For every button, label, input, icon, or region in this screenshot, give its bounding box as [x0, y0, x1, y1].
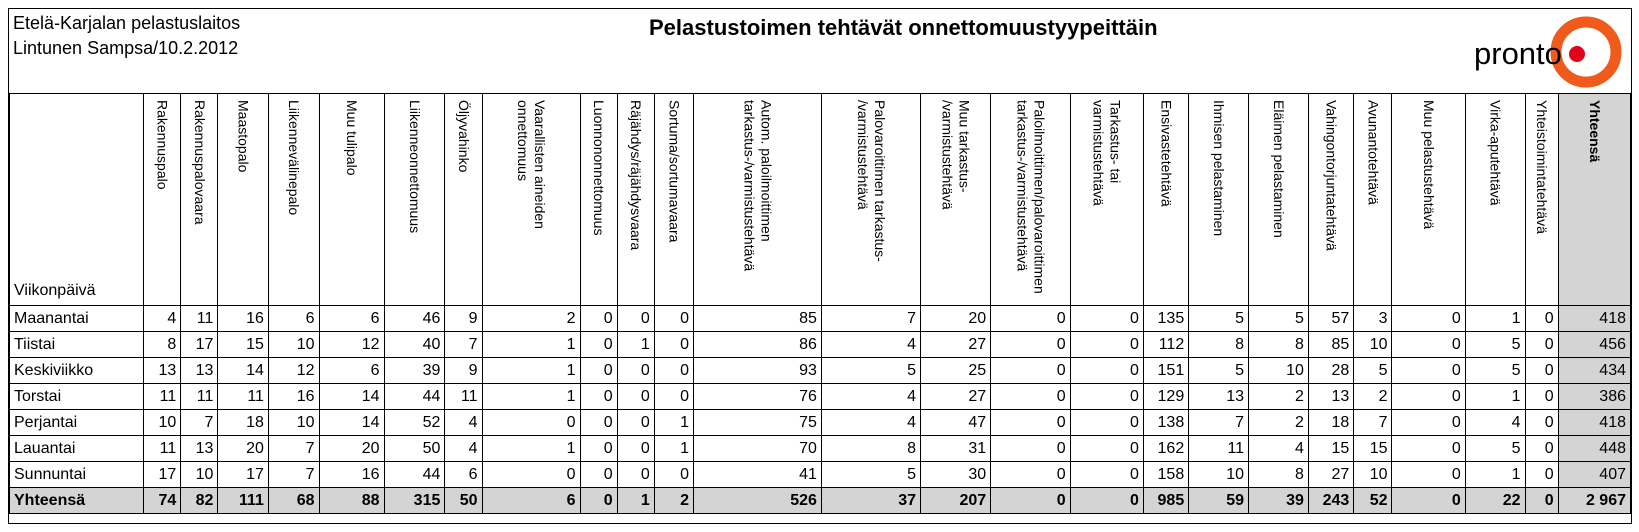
table-row [10, 384, 1631, 410]
pronto-logo [1473, 13, 1623, 91]
sum-value-cell: 0 [991, 488, 1070, 514]
row-total-cell: 418 [1558, 410, 1630, 436]
value-cell: 5 [1249, 306, 1309, 332]
value-cell: 0 [991, 384, 1070, 410]
value-cell: 112 [1143, 332, 1188, 358]
value-cell: 0 [1070, 462, 1143, 488]
column-header-label: Muu tarkastus- /varmistustehtävä [939, 100, 973, 210]
weekday-cell: Perjantai [10, 410, 144, 436]
column-header [1392, 94, 1465, 306]
column-header-label: Sortuma/sortumavaara [666, 100, 683, 243]
sum-value-cell: 88 [319, 488, 384, 514]
value-cell: 20 [319, 436, 384, 462]
sum-value-cell: 985 [1143, 488, 1188, 514]
statistics-table [9, 93, 1631, 514]
value-cell: 0 [1525, 332, 1558, 358]
value-cell: 13 [1189, 384, 1249, 410]
value-cell: 0 [1392, 462, 1465, 488]
value-cell: 0 [654, 384, 693, 410]
value-cell: 2 [1354, 384, 1392, 410]
column-header-label: Palovaroittimen tarkastus- /varmistustehtävä [854, 100, 888, 262]
value-cell: 9 [445, 306, 482, 332]
value-cell: 17 [218, 462, 269, 488]
value-cell: 6 [445, 462, 482, 488]
value-cell: 18 [218, 410, 269, 436]
value-cell: 5 [821, 462, 920, 488]
value-cell: 0 [1525, 306, 1558, 332]
value-cell: 4 [821, 332, 920, 358]
sum-value-cell: 37 [821, 488, 920, 514]
value-cell: 1 [482, 332, 580, 358]
value-cell: 16 [218, 306, 269, 332]
value-cell: 20 [218, 436, 269, 462]
author-date-line: Lintunen Sampsa/10.2.2012 [13, 38, 239, 58]
value-cell: 0 [1392, 410, 1465, 436]
value-cell: 5 [1189, 306, 1249, 332]
value-cell: 2 [1249, 384, 1309, 410]
value-cell: 0 [1070, 306, 1143, 332]
value-cell: 4 [445, 436, 482, 462]
row-total-cell: 448 [1558, 436, 1630, 462]
row-total-cell: 434 [1558, 358, 1630, 384]
value-cell: 40 [384, 332, 445, 358]
value-cell: 41 [694, 462, 822, 488]
value-cell: 85 [694, 306, 822, 332]
column-header-label: Yhteistoimintatehtävä [1534, 100, 1551, 234]
value-cell: 10 [1249, 358, 1309, 384]
column-header-label: Muu tulipalo [344, 100, 360, 176]
column-header [654, 94, 693, 306]
value-cell: 4 [1465, 410, 1525, 436]
value-cell: 76 [694, 384, 822, 410]
value-cell: 8 [1189, 332, 1249, 358]
value-cell: 25 [921, 358, 991, 384]
sum-value-cell: 315 [384, 488, 445, 514]
column-header [445, 94, 482, 306]
sum-value-cell: 526 [694, 488, 822, 514]
column-header-label: Vaarallisten aineiden onnettomuus [515, 100, 549, 229]
column-header-label: Rakennuspalo [154, 100, 171, 190]
value-cell: 0 [1392, 384, 1465, 410]
value-cell: 1 [1465, 306, 1525, 332]
value-cell: 13 [1308, 384, 1353, 410]
value-cell: 0 [1392, 436, 1465, 462]
value-cell: 6 [268, 306, 319, 332]
column-header-label: Autom. paloilmoittimen tarkastus-/varmistustehtävä [741, 100, 775, 272]
column-header-total-label: Yhteensä [1586, 100, 1603, 163]
sum-value-cell: 207 [921, 488, 991, 514]
sum-value-cell: 50 [445, 488, 482, 514]
sum-value-cell: 59 [1189, 488, 1249, 514]
value-cell: 0 [1070, 332, 1143, 358]
table-row [10, 332, 1631, 358]
value-cell: 11 [1189, 436, 1249, 462]
column-header-label: Liikenneonnettomuus [406, 100, 423, 234]
column-header [821, 94, 920, 306]
value-cell: 11 [144, 384, 181, 410]
value-cell: 0 [1525, 358, 1558, 384]
row-total-cell: 456 [1558, 332, 1630, 358]
value-cell: 85 [1308, 332, 1353, 358]
column-header [1189, 94, 1249, 306]
column-header [1249, 94, 1309, 306]
value-cell: 12 [319, 332, 384, 358]
value-cell: 0 [991, 332, 1070, 358]
value-cell: 8 [821, 436, 920, 462]
sum-value-cell: 6 [482, 488, 580, 514]
value-cell: 0 [1070, 410, 1143, 436]
value-cell: 57 [1308, 306, 1353, 332]
column-header-label: Luonnononnettomuus [591, 100, 608, 236]
sum-value-cell: 0 [580, 488, 617, 514]
column-header-label: Tarkastus- tai varmistustehtävä [1090, 100, 1124, 206]
value-cell: 11 [181, 384, 218, 410]
column-header-label: Liikennevälinepalo [286, 100, 303, 216]
value-cell: 7 [1189, 410, 1249, 436]
column-header [1070, 94, 1143, 306]
value-cell: 5 [1465, 332, 1525, 358]
value-cell: 0 [617, 358, 654, 384]
row-total-cell: 407 [1558, 462, 1630, 488]
value-cell: 10 [268, 410, 319, 436]
value-cell: 4 [144, 306, 181, 332]
value-cell: 135 [1143, 306, 1188, 332]
value-cell: 17 [181, 332, 218, 358]
column-header-label: Rakennuspalovaara [191, 100, 208, 225]
sum-value-cell: 22 [1465, 488, 1525, 514]
value-cell: 28 [1308, 358, 1353, 384]
value-cell: 0 [991, 358, 1070, 384]
report-frame [8, 8, 1632, 524]
value-cell: 0 [482, 462, 580, 488]
value-cell: 31 [921, 436, 991, 462]
weekday-cell: Sunnuntai [10, 462, 144, 488]
row-total-cell: 386 [1558, 384, 1630, 410]
value-cell: 0 [1392, 306, 1465, 332]
sum-value-cell: 2 [654, 488, 693, 514]
value-cell: 12 [268, 358, 319, 384]
logo-dot [1569, 46, 1585, 62]
value-cell: 4 [1249, 436, 1309, 462]
value-cell: 17 [144, 462, 181, 488]
table-row [10, 358, 1631, 384]
value-cell: 47 [921, 410, 991, 436]
value-cell: 15 [1308, 436, 1353, 462]
value-cell: 1 [654, 436, 693, 462]
sum-value-cell: 0 [1525, 488, 1558, 514]
sum-value-cell: 0 [1392, 488, 1465, 514]
value-cell: 2 [482, 306, 580, 332]
table-row [10, 410, 1631, 436]
value-cell: 70 [694, 436, 822, 462]
column-header-label: Vahingontorjuntatehtävä [1323, 100, 1340, 251]
column-header [1143, 94, 1188, 306]
value-cell: 0 [617, 384, 654, 410]
value-cell: 0 [654, 306, 693, 332]
value-cell: 7 [268, 462, 319, 488]
column-header-label: Maastopalo [235, 100, 252, 173]
value-cell: 4 [821, 410, 920, 436]
report-header [9, 9, 1631, 93]
value-cell: 5 [1354, 358, 1392, 384]
value-cell: 0 [1070, 358, 1143, 384]
value-cell: 6 [319, 306, 384, 332]
value-cell: 13 [181, 358, 218, 384]
value-cell: 0 [991, 306, 1070, 332]
value-cell: 0 [1070, 384, 1143, 410]
value-cell: 0 [580, 358, 617, 384]
column-header [580, 94, 617, 306]
value-cell: 11 [181, 306, 218, 332]
value-cell: 129 [1143, 384, 1188, 410]
table-row [10, 462, 1631, 488]
value-cell: 5 [821, 358, 920, 384]
value-cell: 75 [694, 410, 822, 436]
value-cell: 1 [1465, 384, 1525, 410]
value-cell: 10 [268, 332, 319, 358]
column-header [1308, 94, 1353, 306]
value-cell: 44 [384, 462, 445, 488]
value-cell: 8 [1249, 462, 1309, 488]
value-cell: 2 [1249, 410, 1309, 436]
value-cell: 7 [1354, 410, 1392, 436]
value-cell: 1 [654, 410, 693, 436]
column-header [482, 94, 580, 306]
value-cell: 6 [319, 358, 384, 384]
column-header [991, 94, 1070, 306]
value-cell: 0 [580, 436, 617, 462]
value-cell: 13 [144, 358, 181, 384]
value-cell: 11 [445, 384, 482, 410]
column-header-label: Paloilmoittimen/palovaroittimen tarkastus-/varmistustehtävä [1014, 100, 1048, 294]
value-cell: 16 [319, 462, 384, 488]
value-cell: 1 [617, 332, 654, 358]
value-cell: 13 [181, 436, 218, 462]
column-header [218, 94, 269, 306]
value-cell: 5 [1465, 358, 1525, 384]
value-cell: 10 [1354, 462, 1392, 488]
sum-value-cell: 74 [144, 488, 181, 514]
column-header-label: Eläimen pelastaminen [1271, 100, 1287, 238]
value-cell: 15 [218, 332, 269, 358]
value-cell: 0 [1525, 410, 1558, 436]
weekday-cell: Keskiviikko [10, 358, 144, 384]
value-cell: 10 [144, 410, 181, 436]
column-header [181, 94, 218, 306]
weekday-cell: Maanantai [10, 306, 144, 332]
sum-value-cell: 68 [268, 488, 319, 514]
value-cell: 27 [921, 384, 991, 410]
report-title: Pelastustoimen tehtävät onnettomuustyypeittäin [649, 15, 1158, 40]
value-cell: 14 [218, 358, 269, 384]
value-cell: 93 [694, 358, 822, 384]
value-cell: 0 [580, 462, 617, 488]
value-cell: 0 [580, 332, 617, 358]
value-cell: 0 [482, 410, 580, 436]
value-cell: 27 [921, 332, 991, 358]
value-cell: 8 [1249, 332, 1309, 358]
value-cell: 0 [1070, 436, 1143, 462]
value-cell: 14 [319, 384, 384, 410]
column-header [694, 94, 822, 306]
value-cell: 50 [384, 436, 445, 462]
organization-name: Etelä-Karjalan pelastuslaitos [13, 13, 241, 33]
sum-value-cell: 39 [1249, 488, 1309, 514]
sum-value-cell: 0 [1070, 488, 1143, 514]
statistics-table-wrapper [9, 93, 1631, 514]
column-header [1525, 94, 1558, 306]
value-cell: 0 [1525, 384, 1558, 410]
value-cell: 9 [445, 358, 482, 384]
column-header-label: Räjähdys/räjähdysvaara [628, 100, 645, 251]
sum-row-label: Yhteensä [10, 488, 144, 514]
value-cell: 1 [1465, 462, 1525, 488]
sum-row [10, 488, 1631, 514]
table-row [10, 436, 1631, 462]
logo-wordmark: pronto [1474, 36, 1562, 71]
value-cell: 0 [617, 436, 654, 462]
sum-value-cell: 111 [218, 488, 269, 514]
value-cell: 4 [445, 410, 482, 436]
value-cell: 3 [1354, 306, 1392, 332]
weekday-cell: Lauantai [10, 436, 144, 462]
value-cell: 0 [654, 332, 693, 358]
grand-total-cell: 2 967 [1558, 488, 1630, 514]
value-cell: 39 [384, 358, 445, 384]
sum-value-cell: 1 [617, 488, 654, 514]
corner-label-weekday: Viikonpäivä [10, 94, 144, 306]
value-cell: 5 [1189, 358, 1249, 384]
column-header-label: Öljyvahinko [455, 100, 472, 173]
value-cell: 0 [580, 306, 617, 332]
column-header [617, 94, 654, 306]
weekday-cell: Torstai [10, 384, 144, 410]
column-header [319, 94, 384, 306]
value-cell: 52 [384, 410, 445, 436]
value-cell: 5 [1465, 436, 1525, 462]
table-row [10, 306, 1631, 332]
sum-value-cell: 52 [1354, 488, 1392, 514]
value-cell: 27 [1308, 462, 1353, 488]
value-cell: 1 [482, 384, 580, 410]
value-cell: 46 [384, 306, 445, 332]
column-header [144, 94, 181, 306]
value-cell: 15 [1354, 436, 1392, 462]
value-cell: 0 [991, 462, 1070, 488]
value-cell: 0 [617, 306, 654, 332]
value-cell: 7 [268, 436, 319, 462]
value-cell: 138 [1143, 410, 1188, 436]
column-header-total [1558, 94, 1630, 306]
value-cell: 1 [482, 358, 580, 384]
sum-value-cell: 82 [181, 488, 218, 514]
value-cell: 7 [445, 332, 482, 358]
value-cell: 7 [821, 306, 920, 332]
value-cell: 0 [580, 410, 617, 436]
table-header-row [10, 94, 1631, 306]
column-header [1465, 94, 1525, 306]
value-cell: 86 [694, 332, 822, 358]
value-cell: 0 [617, 410, 654, 436]
value-cell: 0 [991, 410, 1070, 436]
value-cell: 18 [1308, 410, 1353, 436]
value-cell: 44 [384, 384, 445, 410]
value-cell: 8 [144, 332, 181, 358]
weekday-cell: Tiistai [10, 332, 144, 358]
column-header [384, 94, 445, 306]
value-cell: 0 [1525, 462, 1558, 488]
value-cell: 1 [482, 436, 580, 462]
column-header-label: Muu pelastustehtävä [1421, 100, 1438, 230]
value-cell: 0 [1525, 436, 1558, 462]
column-header-label: Ihmisen pelastaminen [1211, 100, 1228, 237]
value-cell: 14 [319, 410, 384, 436]
value-cell: 151 [1143, 358, 1188, 384]
value-cell: 11 [144, 436, 181, 462]
column-header [921, 94, 991, 306]
column-header-label: Avunantotehtävä [1365, 100, 1382, 205]
value-cell: 10 [1354, 332, 1392, 358]
logo-ring [1556, 22, 1616, 82]
value-cell: 10 [181, 462, 218, 488]
value-cell: 0 [991, 436, 1070, 462]
value-cell: 7 [181, 410, 218, 436]
value-cell: 16 [268, 384, 319, 410]
column-header-label: Virka-aputehtävä [1487, 100, 1504, 206]
value-cell: 4 [821, 384, 920, 410]
sum-value-cell: 243 [1308, 488, 1353, 514]
value-cell: 0 [1392, 332, 1465, 358]
value-cell: 10 [1189, 462, 1249, 488]
value-cell: 11 [218, 384, 269, 410]
value-cell: 0 [654, 358, 693, 384]
value-cell: 162 [1143, 436, 1188, 462]
value-cell: 30 [921, 462, 991, 488]
value-cell: 0 [654, 462, 693, 488]
value-cell: 0 [617, 462, 654, 488]
value-cell: 0 [580, 384, 617, 410]
value-cell: 20 [921, 306, 991, 332]
column-header-label: Ensivastetehtävä [1158, 100, 1175, 207]
column-header [268, 94, 319, 306]
column-header [1354, 94, 1392, 306]
value-cell: 0 [1392, 358, 1465, 384]
value-cell: 158 [1143, 462, 1188, 488]
row-total-cell: 418 [1558, 306, 1630, 332]
